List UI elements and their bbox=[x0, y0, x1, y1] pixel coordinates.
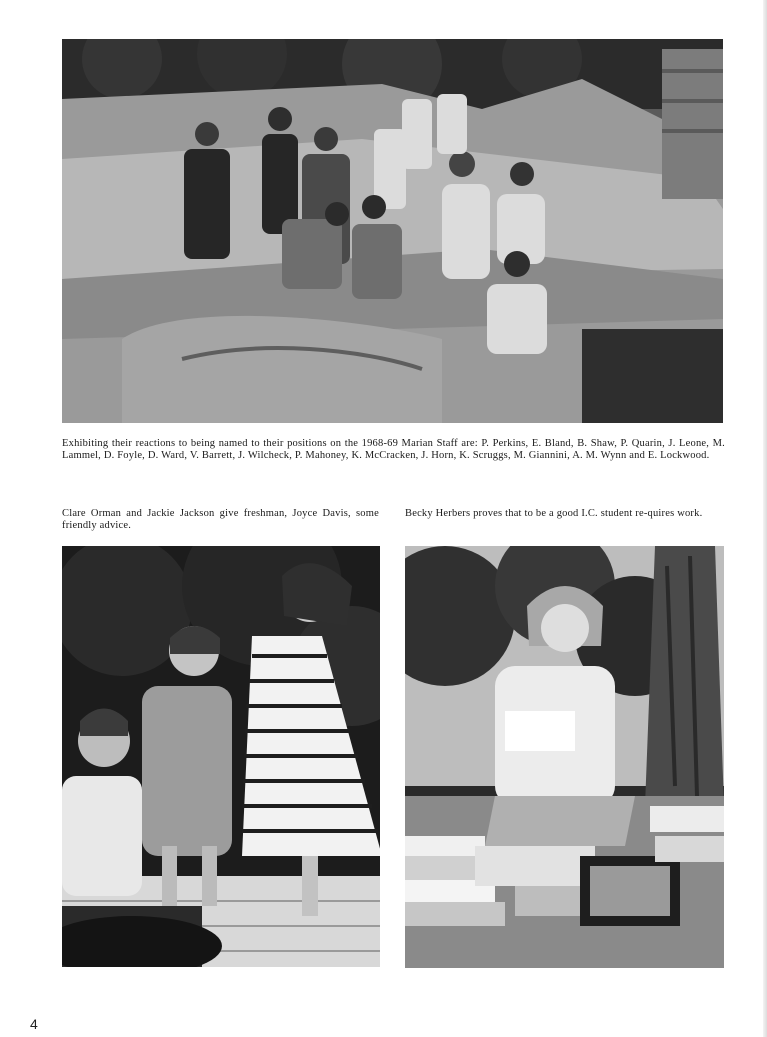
page-number: 4 bbox=[30, 1016, 38, 1032]
page-edge bbox=[763, 0, 767, 1037]
staff-group-photo bbox=[62, 39, 723, 423]
advice-caption: Clare Orman and Jackie Jackson give freshman, Joyce Davis, some friendly advice. bbox=[62, 508, 379, 531]
advice-photo bbox=[62, 546, 380, 967]
student-photo bbox=[405, 546, 724, 968]
student-caption: Becky Herbers proves that to be a good I.C. student re-quires work. bbox=[405, 508, 703, 519]
staff-group-caption: Exhibiting their reactions to being named to their positions on the 1968-69 Marian Staff are: P. Perkins, E. Bland, B. Shaw, P. Quarin, J. Leone, M. Lammel, D. Foyle, D. Ward, V. Barrett, J. Wilcheck, P. Mahoney, K. McCracken, J. Horn, K. Scruggs, M. Giannini, A. M. Wynn and E. Lockwood. bbox=[62, 438, 725, 461]
